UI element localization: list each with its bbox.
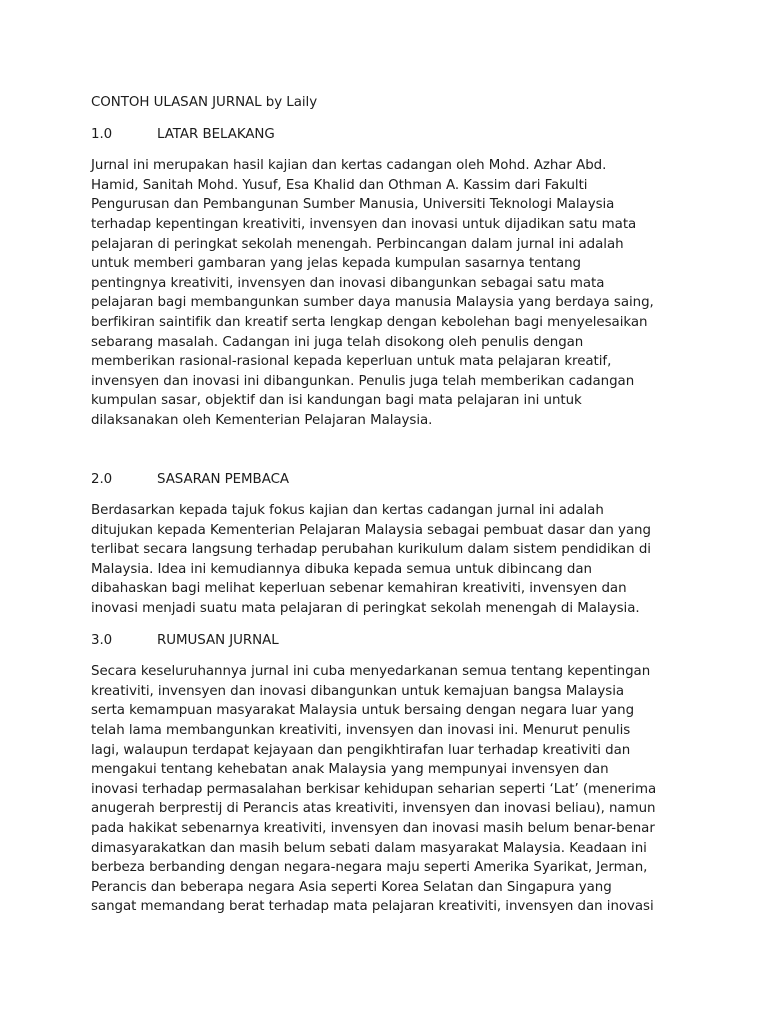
text-line: Perancis dan beberapa negara Asia seperti Korea Selatan dan Singapura yang xyxy=(91,879,612,895)
text-line: ditujukan kepada Kementerian Pelajaran Malaysia sebagai pembuat dasar dan yang xyxy=(91,522,651,538)
text-line: berbeza berbanding dengan negara-negara maju seperti Amerika Syarikat, Jerman, xyxy=(91,860,648,876)
text-line: terlibat secara langsung terhadap perubahan kurikulum dalam sistem pendidikan di xyxy=(91,542,651,558)
text-line: pentingnya kreativiti, invensyen dan inovasi dibangunkan sebagai satu mata xyxy=(91,275,605,291)
text-line: Jurnal ini merupakan hasil kajian dan kertas cadangan oleh Mohd. Azhar Abd. xyxy=(91,158,607,174)
paragraph-sasaran-pembaca xyxy=(91,501,687,619)
text-line: mengakui tentang kehebatan anak Malaysia yang mempunyai invensyen dan xyxy=(91,762,609,778)
text-line: untuk memberi gambaran yang jelas kepada kumpulan sasarnya tentang xyxy=(91,256,582,272)
text-line: kumpulan sasar, objektif dan isi kandungan bagi mata pelajaran ini untuk xyxy=(91,393,582,409)
text-line: serta kemampuan masyarakat Malaysia untuk bersaing dengan negara luar yang xyxy=(91,703,635,719)
text-line: Berdasarkan kepada tajuk fokus kajian dan kertas cadangan jurnal ini adalah xyxy=(91,503,604,519)
text-line: dilaksanakan oleh Kementerian Pelajaran Malaysia. xyxy=(91,412,433,428)
text-line: kreativiti, invensyen dan inovasi dibangunkan untuk kemajuan bangsa Malaysia xyxy=(91,683,625,699)
text-line: lagi, walaupun terdapat kejayaan dan pengikhtirafan luar terhadap kreativiti dan xyxy=(91,742,631,758)
text-line: dimasyarakatkan dan masih belum sebati dalam masyarakat Malaysia. Keadaan ini xyxy=(91,840,647,856)
text-line: inovasi terhadap permasalahan berkisar kehidupan seharian seperti ‘Lat’ (menerima xyxy=(91,781,657,797)
text-line: memberikan rasional-rasional kepada keperluan untuk mata pelajaran kreatif, xyxy=(91,354,612,370)
text-line: berfikiran saintifik dan kreatif serta lengkap dengan kebolehan bagi menyelesaikan xyxy=(91,314,648,330)
section-title: LATAR BELAKANG xyxy=(157,126,275,142)
text-line: sebarang masalah. Cadangan ini juga telah disokong oleh penulis dengan xyxy=(91,334,584,350)
section-number: 3.0 xyxy=(91,632,113,648)
text-line: pelajaran bagi membangunkan sumber daya manusia Malaysia yang berdaya saing, xyxy=(91,295,654,311)
text-line: terhadap kepentingan kreativiti, invensyen dan inovasi untuk dijadikan satu mata xyxy=(91,216,637,232)
section-number: 2.0 xyxy=(91,471,113,487)
text-line: pelajaran di peringkat sekolah menengah. Perbincangan dalam jurnal ini adalah xyxy=(91,236,624,252)
text-line: pada hakikat sebenarnya kreativiti, invensyen dan inovasi masih belum benar-benar xyxy=(91,821,655,836)
section-title: RUMUSAN JURNAL xyxy=(157,632,279,648)
text-line: Secara keseluruhannya jurnal ini cuba menyedarkanan semua tentang kepentingan xyxy=(91,664,651,680)
text-line: Hamid, Sanitah Mohd. Yusuf, Esa Khalid dan Othman A. Kassim dari Fakulti xyxy=(91,177,588,193)
section-number: 1.0 xyxy=(91,126,113,142)
text-line: Pengurusan dan Pembangunan Sumber Manusia, Universiti Teknologi Malaysia xyxy=(91,197,615,213)
section-heading-rumusan-jurnal xyxy=(91,631,687,651)
document-page xyxy=(91,93,687,929)
text-line: sangat memandang berat terhadap mata pelajaran kreativiti, invensyen dan inovasi xyxy=(91,899,654,915)
text-line: Malaysia. Idea ini kemudiannya dibuka kepada semua untuk dibincang dan xyxy=(91,561,592,577)
text-line: inovasi menjadi suatu mata pelajaran di peringkat sekolah menengah di Malaysia. xyxy=(91,601,640,617)
document-title: CONTOH ULASAN JURNAL by Laily xyxy=(91,95,318,110)
text-line: anugerah berprestij di Perancis atas kreativiti, invensyen dan inovasi beliau), namun xyxy=(91,801,656,817)
section-heading-sasaran-pembaca xyxy=(91,470,687,490)
section-heading-latar-belakang xyxy=(91,125,687,145)
paragraph-latar-belakang xyxy=(91,156,687,430)
text-line: invensyen dan inovasi ini dibangunkan. Penulis juga telah memberikan cadangan xyxy=(91,373,635,389)
section-title: SASARAN PEMBACA xyxy=(157,471,289,487)
text-line: dibahaskan bagi melihat keperluan sebenar kemahiran kreativiti, invensyen dan xyxy=(91,581,627,597)
text-line: telah lama membangunkan kreativiti, invensyen dan inovasi ini. Menurut penulis xyxy=(91,723,631,739)
paragraph-rumusan-jurnal xyxy=(91,662,687,917)
